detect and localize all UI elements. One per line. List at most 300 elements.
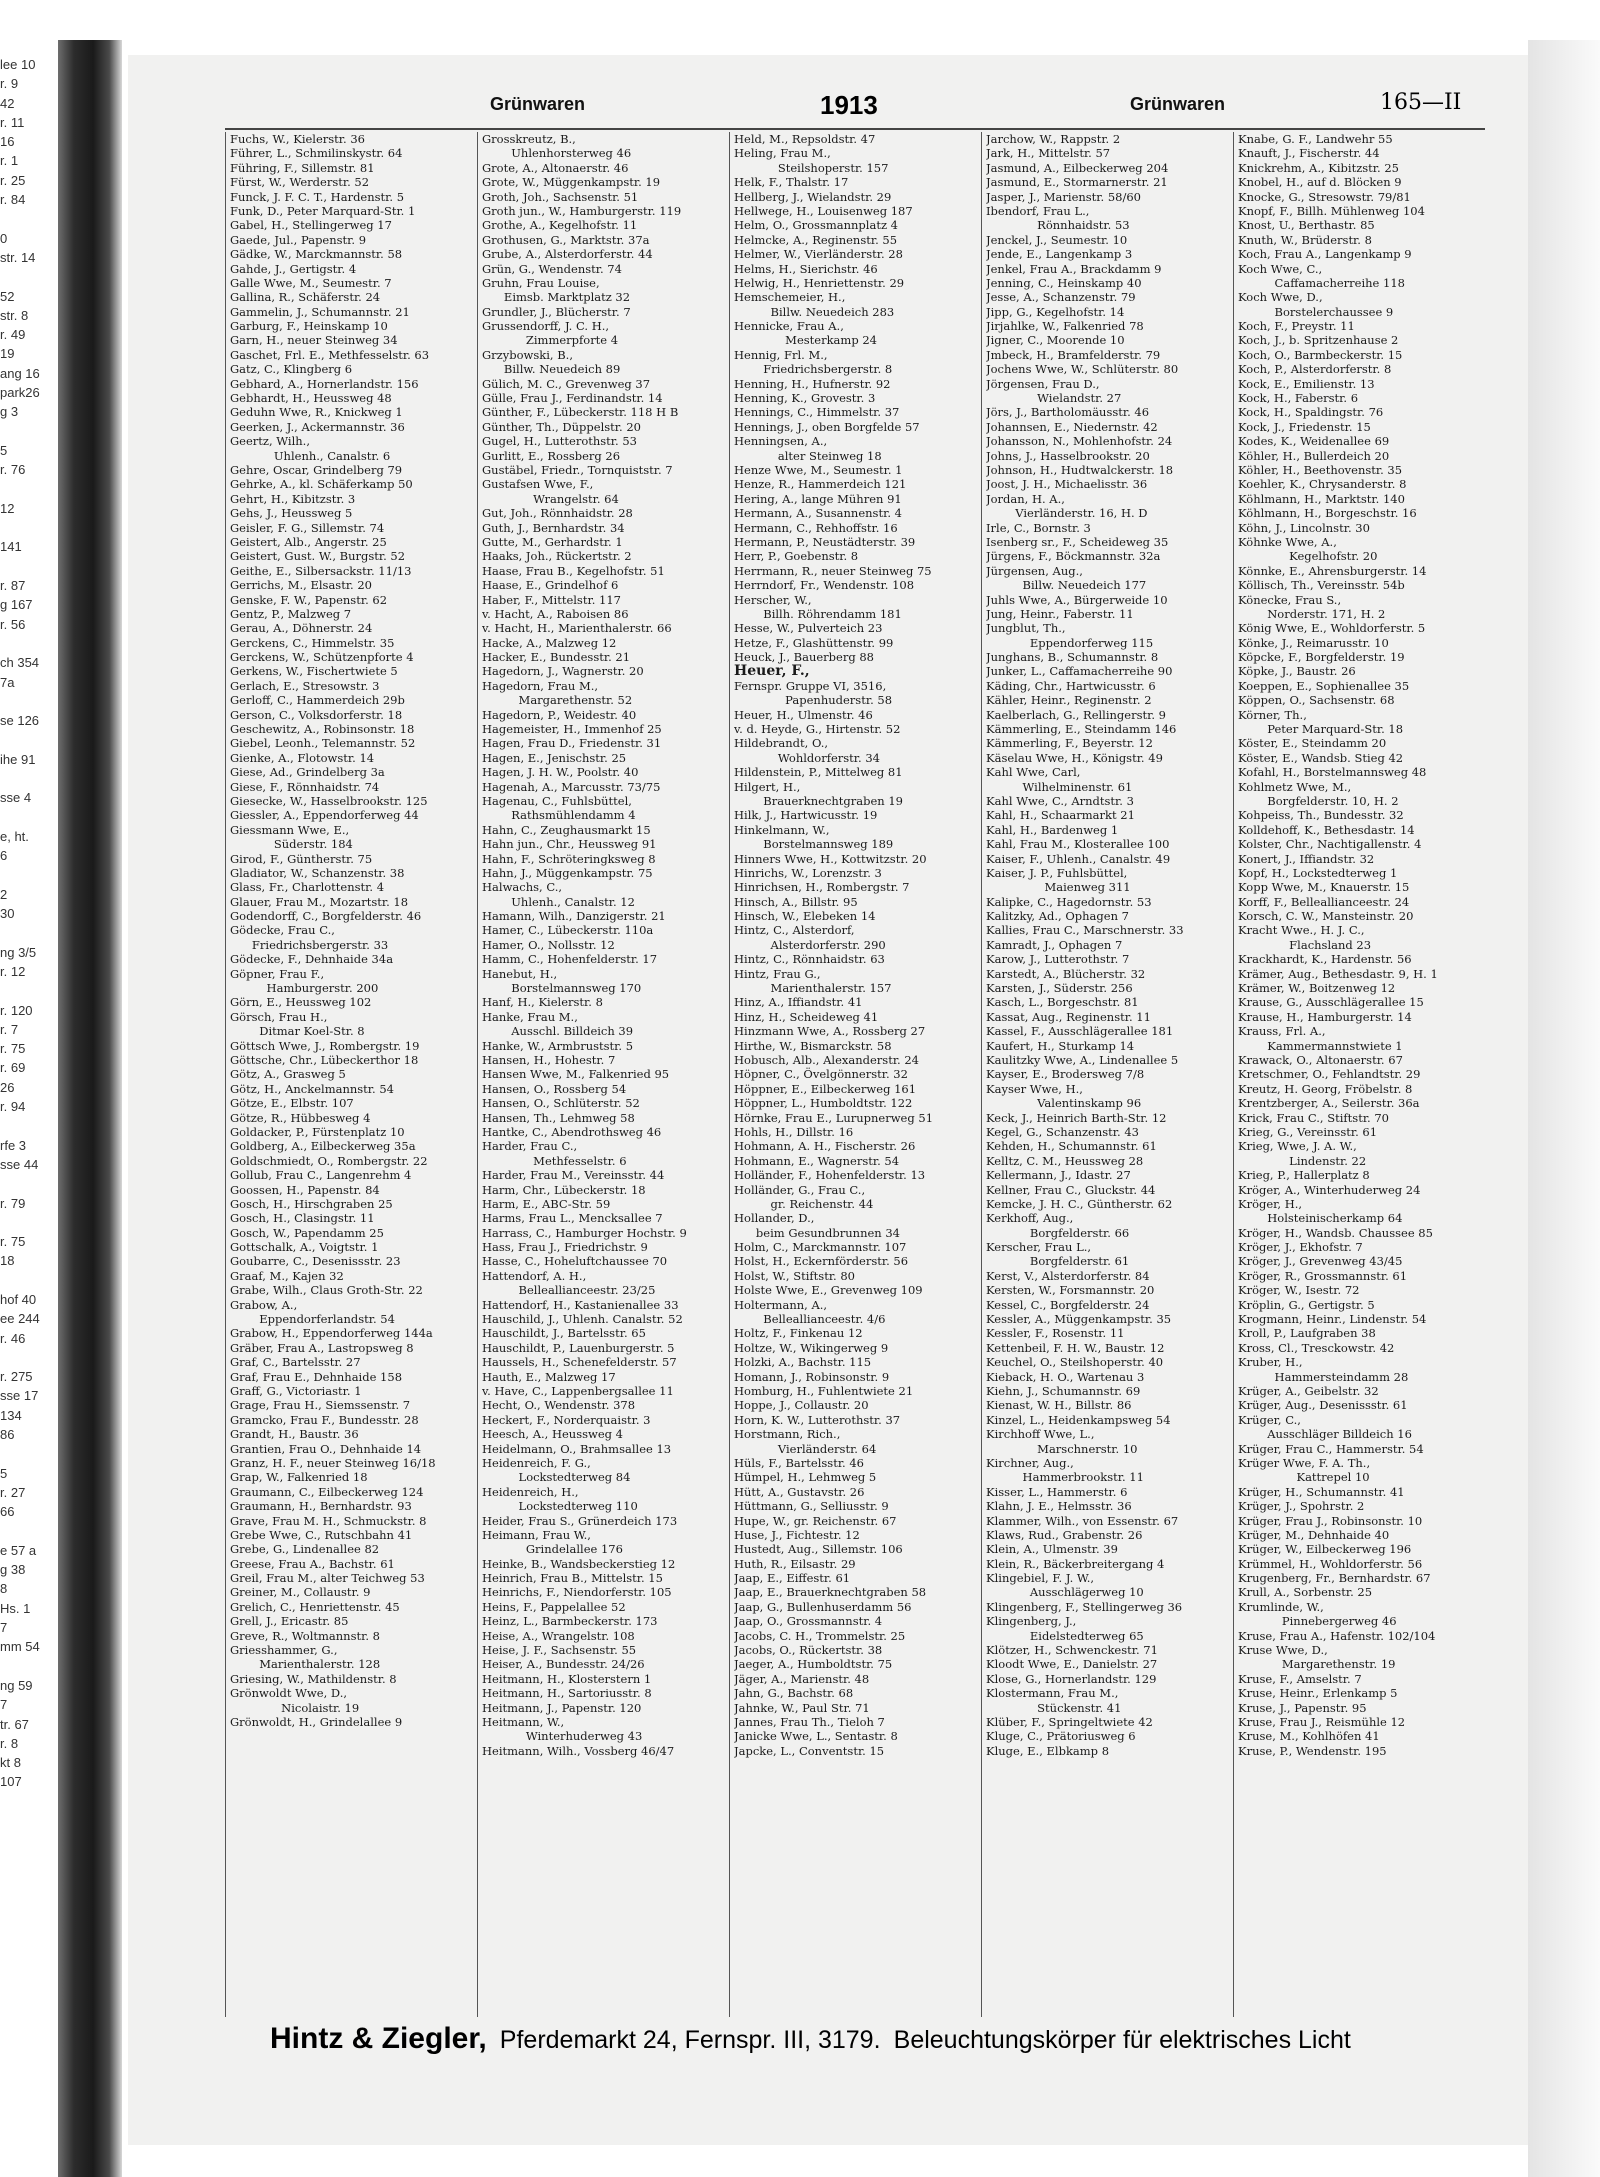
directory-entry: Grave, Frau M. H., Schmuckstr. 8	[230, 1513, 427, 1528]
directory-entry: Helmcke, A., Reginenstr. 55	[734, 232, 898, 247]
directory-entry: Koeppen, E., Sophienallee 35	[1238, 678, 1410, 693]
directory-entry: Kruber, H.,	[1238, 1355, 1303, 1370]
directory-entry: Krüger Wwe, F. A. Th.,	[1238, 1455, 1371, 1470]
directory-entry: Kröger, J., Grevenweg 43/45	[1238, 1254, 1403, 1269]
left-edge-fragment	[0, 1348, 60, 1367]
left-edge-fragment	[0, 480, 60, 499]
left-edge-fragment	[0, 769, 60, 788]
directory-entry: Hildebrandt, O.,	[734, 736, 829, 751]
directory-entry: Karow, J., Lutterothstr. 7	[986, 952, 1130, 967]
left-edge-fragment: 107	[0, 1774, 22, 1790]
directory-entry: Kruse, Frau J., Reismühle 12	[1238, 1714, 1406, 1729]
directory-entry: Köhler, H., Beethovenstr. 35	[1238, 462, 1403, 477]
directory-entry: Johannsen, E., Niedernstr. 42	[986, 419, 1158, 434]
directory-entry: Ditmar Koel-Str. 8	[230, 1024, 365, 1039]
directory-entry: Krüger, C.,	[1238, 1412, 1301, 1427]
left-edge-fragment: tr. 67	[0, 1716, 29, 1732]
directory-entry: Götze, E., Elbstr. 107	[230, 1096, 354, 1111]
directory-entry: Borstelmannsweg 189	[734, 837, 894, 852]
directory-entry: Herrndorf, Fr., Wendenstr. 108	[734, 578, 915, 593]
directory-entry: Kruse, Heinr., Erlenkamp 5	[1238, 1686, 1398, 1701]
header-left-title: Grünwaren	[490, 94, 586, 114]
directory-entry: Hinz, A., Iffiandstr. 41	[734, 995, 863, 1010]
directory-entry: Kock, H., Spaldingstr. 76	[1238, 405, 1384, 420]
directory-entry: Kretschmer, O., Fehlandtstr. 29	[1238, 1067, 1421, 1082]
directory-entry: Hilgert, H.,	[734, 779, 801, 794]
directory-entry: Grothe, A., Kegelhofstr. 11	[482, 218, 638, 233]
directory-entry: Geertz, Wilh.,	[230, 434, 310, 449]
directory-entry: Fernspr. Gruppe VI, 3516,	[734, 678, 887, 693]
directory-entry: Kröger, R., Grossmannstr. 61	[1238, 1268, 1408, 1283]
directory-entry: Grandt, H., Baustr. 36	[230, 1427, 359, 1442]
left-edge-fragment: 86	[0, 1427, 15, 1443]
directory-entry: Heins, F., Pappelallee 52	[482, 1599, 626, 1614]
directory-entry: Klose, G., Hornerlandstr. 129	[986, 1671, 1157, 1686]
directory-entry: Hermann, P., Neustädterstr. 39	[734, 534, 916, 549]
left-edge-fragment: e 57 a	[0, 1542, 37, 1558]
directory-entry: Gruhn, Frau Louise,	[482, 275, 600, 290]
directory-entry: Billw. Neuedeich 89	[482, 362, 621, 377]
directory-entry: Kolldehoff, K., Bethesdastr. 14	[1238, 822, 1415, 837]
directory-entry: Kohpeiss, Th., Bundesstr. 32	[1238, 808, 1404, 823]
directory-entry: Kellner, Frau C., Gluckstr. 44	[986, 1182, 1156, 1197]
directory-entry: Führing, F., Sillemstr. 81	[230, 160, 375, 175]
directory-entry: Jaap, G., Bullenhuserdamm 56	[734, 1599, 912, 1614]
directory-entry: Keck, J., Heinrich Barth-Str. 12	[986, 1110, 1167, 1125]
directory-entry: Haussels, H., Schenefelderstr. 57	[482, 1355, 677, 1370]
directory-entry: Hamer, C., Lübeckerstr. 110a	[482, 923, 654, 938]
directory-entry: Kaulitzky Wwe, A., Lindenallee 5	[986, 1053, 1179, 1067]
directory-entry: Käselau Wwe, H., Königstr. 49	[986, 750, 1163, 765]
directory-entry: Krumlinde, W.,	[1238, 1599, 1324, 1614]
left-edge-fragment	[0, 557, 60, 576]
directory-entry: Juhls Wwe, A., Bürgerweide 10	[986, 592, 1168, 607]
directory-entry: Geistert, Alb., Angerstr. 25	[230, 534, 387, 549]
directory-entry: Gurlitt, E., Rossberg 26	[482, 448, 621, 463]
left-edge-fragment: ee 244	[0, 1311, 40, 1327]
directory-entry: Mesterkamp 24	[734, 333, 877, 348]
directory-entry: Könke, J., Reimarusstr. 10	[1238, 635, 1389, 650]
directory-entry: Krüger, Aug., Desenissstr. 61	[1238, 1398, 1408, 1413]
left-edge-fragment	[0, 692, 60, 711]
directory-entry: Halwachs, C.,	[482, 880, 563, 895]
directory-entry: Hagen, Frau D., Friedenstr. 31	[482, 736, 662, 751]
directory-entry: Kessler, A., Müggenkampstr. 35	[986, 1312, 1172, 1327]
directory-entry: Hildenstein, P., Mittelweg 81	[734, 765, 903, 780]
directory-entry: Brauerknechtgraben 19	[734, 793, 903, 808]
directory-entry: Harm, E., ABC-Str. 59	[482, 1196, 611, 1211]
directory-entry: beim Gesundbrunnen 34	[734, 1225, 900, 1240]
directory-entry: Jenkel, Frau A., Brackdamm 9	[986, 261, 1162, 276]
directory-entry: Grell, J., Ericastr. 85	[230, 1614, 349, 1629]
directory-entry: Griesshammer, G.,	[230, 1643, 338, 1658]
directory-entry: Kahl, Frau M., Klosterallee 100	[986, 837, 1170, 852]
directory-entry: Hohls, H., Dillstr. 16	[734, 1124, 854, 1139]
directory-entry: Koch, P., Alsterdorferstr. 8	[1238, 362, 1392, 377]
left-edge-fragment: kt 8	[0, 1755, 21, 1771]
directory-entry: Johnson, H., Hudtwalckerstr. 18	[986, 462, 1174, 477]
left-edge-fragment: 5	[0, 442, 8, 458]
directory-entry: Jörs, J., Bartholomäusstr. 46	[986, 405, 1150, 420]
left-edge-fragment	[0, 1657, 60, 1676]
directory-entry: Rönnhaidstr. 53	[986, 218, 1130, 233]
directory-entry: Johns, J., Hasselbrookstr. 20	[986, 448, 1150, 463]
directory-entry: Jende, E., Langenkamp 3	[986, 247, 1133, 262]
directory-entry: Kalitzky, Ad., Ophagen 7	[986, 909, 1129, 924]
directory-entry: Papenhuderstr. 58	[734, 693, 893, 708]
directory-entry: Krieg, Wwe, J. A. W.,	[1238, 1139, 1357, 1154]
directory-entry: v. d. Heyde, G., Hirtenstr. 52	[734, 722, 901, 737]
directory-entry: Jaeger, A., Humboldtstr. 75	[734, 1657, 893, 1672]
left-edge-fragment	[0, 1444, 60, 1463]
directory-entry: Kegel, G., Schanzenstr. 43	[986, 1124, 1139, 1139]
directory-entry: v. Have, C., Lappenbergsallee 11	[482, 1383, 674, 1398]
directory-entry: Hanke, W., Armbruststr. 5	[482, 1038, 634, 1053]
right-page-edge	[1528, 40, 1600, 2177]
directory-entry: Kirchhoff Wwe, L.,	[986, 1427, 1095, 1442]
directory-entry: Kruse, F., Amselstr. 7	[1238, 1671, 1362, 1686]
directory-entry: Gerkens, W., Fischertwiete 5	[230, 664, 398, 679]
directory-entry: Goossen, H., Papenstr. 84	[230, 1182, 380, 1197]
directory-entry: Haase, Frau B., Kegelhofstr. 51	[482, 563, 665, 578]
directory-entry: Gammelin, J., Schumannstr. 21	[230, 304, 410, 319]
directory-entry: Hasse, C., Hoheluftchaussee 70	[482, 1254, 668, 1269]
directory-entry: Steilshoperstr. 157	[734, 160, 889, 175]
directory-entry: Godendorff, C., Borgfelderstr. 46	[230, 909, 422, 924]
directory-entry: Heidelmann, O., Brahmsallee 13	[482, 1441, 672, 1456]
directory-entry: Jaap, O., Grossmannstr. 4	[734, 1614, 883, 1629]
left-edge-fragment: 5	[0, 1465, 8, 1481]
directory-entry: Hering, A., lange Mühren 91	[734, 491, 902, 506]
directory-entry: Hagedorn, Frau M.,	[482, 678, 599, 693]
directory-entry: Janicke Wwe, L., Sentastr. 8	[734, 1729, 898, 1744]
left-edge-fragment: sse 4	[0, 790, 32, 806]
directory-entry: Fuchs, W., Kielerstr. 36	[230, 132, 365, 146]
directory-entry: Hinzmann Wwe, A., Rossberg 27	[734, 1024, 926, 1039]
directory-entry: Gerau, A., Döhnerstr. 24	[230, 621, 373, 636]
header-year: 1913	[820, 90, 878, 120]
left-edge-fragment: 7a	[0, 674, 15, 690]
directory-entry: Gräber, Frau A., Lastropsweg 8	[230, 1340, 414, 1355]
directory-entry: Giessmann Wwe, E.,	[230, 822, 350, 837]
directory-entry: Krull, A., Sorbenstr. 25	[1238, 1585, 1373, 1600]
left-edge-fragment: r. 9	[0, 76, 19, 92]
directory-entry: Gaede, Jul., Papenstr. 9	[230, 232, 367, 247]
directory-entry: Henning, K., Grovestr. 3	[734, 391, 876, 406]
directory-entry: Junghans, B., Schumannstr. 8	[986, 650, 1159, 665]
directory-entry: Görsch, Frau H.,	[230, 1009, 328, 1024]
directory-entry: Kahl, H., Bardenweg 1	[986, 822, 1119, 837]
directory-entry: Hagedorn, P., Weidestr. 40	[482, 707, 637, 722]
column-2	[477, 132, 724, 2017]
left-edge-fragment	[0, 730, 60, 749]
directory-entry: Hinrichsen, H., Rombergstr. 7	[734, 880, 910, 895]
directory-entry: Harm, Chr., Lübeckerstr. 18	[482, 1182, 646, 1197]
directory-entry: Herrmann, R., neuer Steinweg 75	[734, 563, 932, 578]
left-edge-fragment: Hs. 1	[0, 1600, 31, 1616]
directory-entry: Garburg, F., Heinskamp 10	[230, 319, 388, 334]
left-edge-fragment	[0, 923, 60, 942]
directory-entry: Köster, E., Wandsb. Stieg 42	[1238, 750, 1404, 765]
directory-entry: Hagen, E., Jenischstr. 25	[482, 750, 627, 765]
directory-entry: Heinz, L., Barmbeckerstr. 173	[482, 1614, 658, 1629]
left-edge-fragment	[0, 422, 60, 441]
directory-entry: Wielandstr. 27	[986, 391, 1122, 406]
directory-entry: Jordan, H. A.,	[986, 491, 1065, 506]
left-edge-fragment: lee 10	[0, 57, 36, 72]
directory-entry: Jochens Wwe, W., Schlüterstr. 80	[986, 362, 1179, 377]
directory-entry: Grün, G., Wendenstr. 74	[482, 261, 622, 276]
directory-entry: Held, M., Repsoldstr. 47	[734, 132, 876, 146]
directory-entry: Kröger, J., Ekhofstr. 7	[1238, 1240, 1363, 1255]
left-edge-fragment: ng 59	[0, 1677, 33, 1693]
directory-entry: Krause, H., Hamburgerstr. 14	[1238, 1009, 1412, 1024]
directory-entry: Homburg, H., Fuhlentwiete 21	[734, 1383, 914, 1398]
directory-entry: Gottschalk, A., Voigtstr. 1	[230, 1240, 379, 1255]
directory-entry: Jürgens, F., Böckmannstr. 32a	[986, 549, 1161, 564]
left-edge-fragment: r. 56	[0, 616, 26, 632]
directory-entry: Gehs, J., Heussweg 5	[230, 506, 353, 521]
directory-entry: Marienthalerstr. 157	[734, 981, 892, 996]
directory-entry: Kock, E., Emilienstr. 13	[1238, 376, 1375, 391]
directory-entry: Holste Wwe, E., Grevenweg 109	[734, 1283, 923, 1298]
directory-entry: Jarchow, W., Rappstr. 2	[986, 132, 1121, 146]
directory-entry: Gramcko, Frau F., Bundesstr. 28	[230, 1412, 419, 1427]
directory-entry: Jasmund, A., Eilbeckerweg 204	[986, 160, 1169, 175]
directory-entry: Lockstedterweg 84	[482, 1470, 631, 1485]
left-edge-fragment: ang 16	[0, 365, 40, 381]
directory-entry: Maienweg 311	[986, 880, 1131, 895]
directory-entry: Harder, Frau C.,	[482, 1139, 578, 1154]
directory-entry: Köllisch, Th., Vereinsstr. 54b	[1238, 578, 1405, 593]
directory-entry: Grebe Wwe, C., Rutschbahn 41	[230, 1527, 413, 1542]
directory-entry: Friedrichsbergerstr. 33	[230, 937, 389, 952]
directory-entry: Köhnke Wwe, A.,	[1238, 534, 1337, 549]
footer-firm: Hintz & Ziegler,	[270, 2022, 487, 2055]
left-edge-fragment: 16	[0, 134, 15, 150]
directory-entry: Caffamacherreihe 118	[1238, 275, 1405, 290]
directory-entry: v. Hacht, A., Raboisen 86	[482, 606, 629, 621]
directory-entry: Ausschläger Billdeich 16	[1238, 1427, 1412, 1442]
directory-entry: Hustedt, Aug., Sillemstr. 106	[734, 1542, 903, 1557]
left-edge-fragment: park26	[0, 385, 40, 401]
directory-entry: Görn, E., Heussweg 102	[230, 995, 372, 1010]
header-rule	[225, 128, 1485, 130]
directory-entry: Köhler, H., Bullerdeich 20	[1238, 448, 1390, 463]
directory-entry: Eimsb. Marktplatz 32	[482, 290, 631, 305]
left-edge-fragment: mm 54	[0, 1639, 40, 1655]
directory-entry: Heitmann, W.,	[482, 1714, 565, 1729]
left-edge-fragment: r. 25	[0, 172, 26, 188]
directory-entry: Krick, Frau C., Stiftstr. 70	[1238, 1110, 1389, 1125]
directory-entry: Jacobs, O., Rückertstr. 38	[734, 1643, 883, 1658]
page-number: 165—II	[1380, 90, 1462, 115]
directory-entry: Galle Wwe, M., Seumestr. 7	[230, 275, 392, 290]
directory-entry: Köppen, O., Sachsenstr. 68	[1238, 693, 1395, 708]
directory-entry: Jirjahlke, W., Falkenried 78	[986, 319, 1144, 334]
directory-entry: Helk, F., Thalstr. 17	[734, 175, 849, 190]
directory-entry: Lockstedterweg 110	[482, 1499, 638, 1514]
book-gutter	[58, 40, 122, 2177]
directory-entry: Kröger, H., Wandsb. Chaussee 85	[1238, 1225, 1433, 1240]
directory-entry: Köhn, J., Lincolnstr. 30	[1238, 520, 1370, 535]
directory-entry: Götze, R., Hübbesweg 4	[230, 1110, 371, 1125]
directory-entry: Grantien, Frau O., Dehnhaide 14	[230, 1441, 422, 1456]
directory-entry: Knuth, W., Brüderstr. 8	[1238, 232, 1372, 247]
directory-entry: Hümpel, H., Lehmweg 5	[734, 1470, 877, 1485]
directory-entry: Kröger, A., Winterhuderweg 24	[1238, 1182, 1421, 1197]
directory-entry: Heuck, J., Bauerberg 88	[734, 650, 874, 665]
directory-entry: Kruse Wwe, D.,	[1238, 1643, 1328, 1658]
directory-entry: Gödecke, F., Dehnhaide 34a	[230, 952, 394, 967]
directory-entry: Haase, E., Grindelhof 6	[482, 578, 619, 593]
directory-entry: Kodes, K., Weidenallee 69	[1238, 434, 1390, 449]
directory-entry: Gerloff, C., Hammerdeich 29b	[230, 693, 405, 708]
directory-entry: Krüger, M., Dehnhaide 40	[1238, 1527, 1390, 1542]
directory-entry: Höppner, L., Humboldtstr. 122	[734, 1096, 913, 1111]
directory-entry: Jungblut, Th.,	[986, 621, 1066, 636]
directory-entry: Hörnke, Frau E., Lurupnerweg 51	[734, 1110, 934, 1125]
directory-entry: Hauschildt, J., Bartelsstr. 65	[482, 1326, 646, 1341]
left-edge-fragment: 12	[0, 500, 15, 516]
directory-entry: Hennig, Frl. M.,	[734, 347, 828, 362]
directory-entry: Wrangelstr. 64	[482, 491, 619, 506]
directory-entry: Kähler, Heinr., Reginenstr. 2	[986, 693, 1152, 708]
directory-entry: Grönwoldt Wwe, D.,	[230, 1686, 347, 1701]
directory-entry: Kruse, P., Wendenstr. 195	[1238, 1743, 1387, 1758]
directory-entry: Heuer, F.,	[734, 664, 810, 679]
directory-entry: Hüttmann, G., Selliusstr. 9	[734, 1499, 889, 1514]
left-edge-fragment: ch 354	[0, 655, 40, 671]
directory-entry: Geschewitz, A., Robinsonstr. 18	[230, 722, 415, 737]
directory-entry: Ausschlägerweg 10	[986, 1585, 1144, 1600]
directory-entry: Holst, H., Eckernförderstr. 56	[734, 1254, 909, 1269]
directory-entry: Grube, A., Alsterdorferstr. 44	[482, 247, 653, 262]
directory-entry: Jipp, G., Kegelhofstr. 14	[986, 304, 1125, 319]
directory-entry: Gülle, Frau J., Ferdinandstr. 14	[482, 391, 663, 406]
directory-entry: Hirthe, W., Bismarckstr. 58	[734, 1038, 892, 1053]
directory-entry: Kruse, J., Papenstr. 95	[1238, 1700, 1367, 1715]
left-edge-fragment: 42	[0, 95, 15, 111]
directory-entry: Körner, Th.,	[1238, 707, 1307, 722]
directory-entry: Griesing, W., Mathildenstr. 8	[230, 1671, 397, 1686]
directory-entry: Vierländerstr. 16, H. D	[986, 506, 1148, 521]
directory-entry: Holm, C., Marckmannstr. 107	[734, 1240, 907, 1255]
directory-entry: Hüls, F., Bartelsstr. 46	[734, 1455, 864, 1470]
directory-entry: Hennings, J., oben Borgfelde 57	[734, 419, 920, 434]
directory-entry: Heider, Frau S., Grünerdeich 173	[482, 1513, 678, 1528]
directory-entry: Karstedt, A., Blücherstr. 32	[986, 966, 1146, 981]
directory-entry: Hintz, Frau G.,	[734, 966, 821, 981]
directory-entry: Kohlmetz Wwe, M.,	[1238, 779, 1352, 794]
directory-entry: Kammermannstwiete 1	[1238, 1038, 1403, 1053]
directory-entry: Klingebiel, F. J. W.,	[986, 1571, 1095, 1586]
directory-entry: Göpner, Frau F.,	[230, 966, 325, 981]
directory-entry: Jigner, C., Moorende 10	[986, 333, 1125, 348]
directory-entry: Hütt, A., Gustavstr. 26	[734, 1484, 865, 1499]
directory-entry: Gahde, J., Gertigstr. 4	[230, 261, 357, 276]
directory-entry: Hohmann, A. H., Fischerstr. 26	[734, 1139, 916, 1154]
directory-entry: Belleallianceestr. 23/25	[482, 1283, 656, 1298]
directory-entry: Klostermann, Frau M.,	[986, 1686, 1119, 1701]
directory-entry: Jesse, A., Schanzenstr. 79	[986, 290, 1136, 305]
directory-entry: Belleallianceestr. 4/6	[734, 1312, 886, 1327]
directory-entry: Henningsen, A.,	[734, 434, 828, 449]
directory-entry: Kamradt, J., Ophagen 7	[986, 937, 1123, 952]
directory-entry: Kinzel, L., Heidenkampsweg 54	[986, 1412, 1171, 1427]
directory-entry: Kofahl, H., Borstelmannsweg 48	[1238, 765, 1427, 780]
directory-entry: Norderstr. 171, H. 2	[1238, 606, 1386, 621]
directory-entry: Korsch, C. W., Mansteinstr. 20	[1238, 909, 1414, 924]
directory-entry: Alsterdorferstr. 290	[734, 937, 886, 952]
directory-entry: Hansen Wwe, M., Falkenried 95	[482, 1067, 670, 1082]
directory-entry: Krackhardt, K., Hardenstr. 56	[1238, 952, 1412, 967]
directory-entry: Hoppe, J., Collaustr. 20	[734, 1398, 869, 1413]
directory-entry: Grindelallee 176	[482, 1542, 623, 1557]
directory-entry: Knabe, G. F., Landwehr 55	[1238, 132, 1393, 146]
left-edge-fragment: g 38	[0, 1562, 26, 1578]
directory-entry: Kröger, W., Isestr. 72	[1238, 1283, 1360, 1298]
directory-entry: Grote, W., Müggenkampstr. 19	[482, 175, 661, 190]
directory-entry: Graf, Frau E., Dehnhaide 158	[230, 1369, 403, 1384]
directory-entry: Klötzer, H., Schwenckestr. 71	[986, 1643, 1158, 1658]
column-4	[981, 132, 1228, 2017]
directory-entry: Jaap, E., Eiffestr. 61	[734, 1571, 851, 1586]
directory-entry: Gut, Joh., Rönnhaidstr. 28	[482, 506, 633, 521]
directory-entry: Gaschet, Frl. E., Methfesselstr. 63	[230, 347, 430, 362]
directory-entry: Margarethenstr. 52	[482, 693, 633, 708]
left-edge-fragment: r. 69	[0, 1060, 26, 1076]
directory-entry: Heimann, Frau W.,	[482, 1527, 591, 1542]
directory-entry: Geisler, F. G., Sillemstr. 74	[230, 520, 385, 535]
directory-entry: Hanebut, H.,	[482, 966, 558, 981]
directory-entry: Hemschemeier, H.,	[734, 290, 846, 305]
directory-entry: Jark, H., Mittelstr. 57	[986, 146, 1111, 161]
directory-entry: Hintz, C., Rönnhaidstr. 63	[734, 952, 885, 967]
directory-entry: Koehler, K., Chrysanderstr. 8	[1238, 477, 1407, 492]
directory-entry: Hamann, Wilh., Danzigerstr. 21	[482, 909, 666, 924]
directory-entry: Keuchel, O., Steilshoperstr. 40	[986, 1355, 1164, 1370]
directory-entry: Köpcke, F., Borgfelderstr. 19	[1238, 650, 1405, 665]
directory-entry: Holtermann, A.,	[734, 1297, 828, 1312]
directory-entry: Graaf, M., Kajen 32	[230, 1268, 344, 1283]
directory-entry: Gallina, R., Schäferstr. 24	[230, 290, 381, 305]
directory-entry: Knobel, H., auf d. Blöcken 9	[1238, 175, 1402, 190]
directory-entry: Krämer, Aug., Bethesdastr. 9, H. 1	[1238, 966, 1438, 981]
directory-entry: Krümmel, H., Wohldorferstr. 56	[1238, 1556, 1423, 1571]
directory-entry: Kaelberlach, G., Rellingerstr. 9	[986, 707, 1166, 722]
directory-entry: Heesch, A., Heussweg 4	[482, 1427, 623, 1442]
left-edge-fragment	[0, 518, 60, 537]
directory-entry: Heling, Frau M.,	[734, 146, 831, 161]
directory-entry: Gehrke, A., kl. Schäferkamp 50	[230, 477, 413, 492]
directory-entry: Gladiator, W., Schanzenstr. 38	[230, 865, 405, 880]
directory-entry: Uhlenh., Canalstr. 12	[482, 894, 635, 909]
directory-entry: Knickrehm, A., Kibitzstr. 25	[1238, 160, 1399, 175]
directory-entry: Gugel, H., Lutterothstr. 53	[482, 434, 637, 449]
directory-entry: Führer, L., Schmilinskystr. 64	[230, 146, 403, 161]
directory-entry: Holsteinischerkamp 64	[1238, 1211, 1403, 1226]
footer-product: Beleuchtungskörper für elektrisches Licht	[893, 2026, 1351, 2054]
directory-entry: Gerlach, E., Stresowstr. 3	[230, 678, 380, 693]
directory-entry: Konert, J., Iffiandstr. 32	[1238, 851, 1375, 866]
left-edge-fragment: rfe 3	[0, 1137, 27, 1153]
directory-entry: Gerckens, C., Himmelstr. 35	[230, 635, 395, 650]
directory-entry: Knost, U., Berthastr. 85	[1238, 218, 1375, 233]
directory-entry: Goldschmiedt, O., Rombergstr. 22	[230, 1153, 428, 1168]
directory-entry: Kettenbeil, F. H. W., Baustr. 12	[986, 1340, 1165, 1355]
directory-entry: Gehre, Oscar, Grindelberg 79	[230, 462, 403, 477]
